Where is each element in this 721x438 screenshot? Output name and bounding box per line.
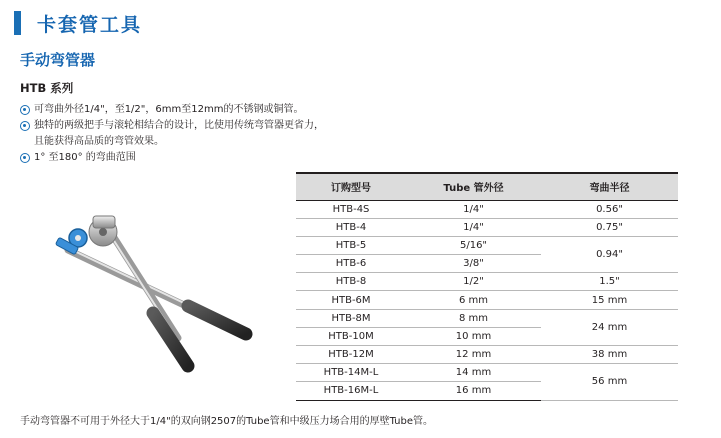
cell-model: HTB-8M	[296, 309, 406, 327]
cell-tube-od: 6 mm	[406, 291, 541, 309]
cell-tube-od: 1/4"	[406, 218, 541, 236]
cell-bend-radius: 0.56"	[541, 200, 678, 218]
feature-line: 且能获得高品质的弯管效果。	[34, 136, 164, 147]
bullet-icon	[20, 153, 30, 163]
table-row	[296, 346, 678, 364]
feature-item	[20, 150, 440, 166]
footnote: 手动弯管器不可用于外径大于1/4"的双向钢2507的Tube管和中级压力场合用的厚壁Tube管。	[20, 416, 433, 427]
feature-line: 可弯曲外径1/4"，至1/2"，6mm至12mm的不锈钢或铜管。	[34, 104, 304, 115]
feature-item	[20, 118, 440, 150]
cell-model: HTB-4	[296, 218, 406, 236]
cell-model: HTB-14M-L	[296, 364, 406, 382]
section-header	[14, 8, 142, 38]
header-tube-od: Tube 管外径	[406, 173, 541, 200]
cell-tube-od: 5/16"	[406, 236, 541, 254]
cell-bend-radius: 15 mm	[541, 291, 678, 309]
cell-tube-od: 1/4"	[406, 200, 541, 218]
cell-bend-radius: 0.94"	[541, 236, 678, 272]
cell-bend-radius: 1.5"	[541, 273, 678, 291]
feature-line: 独特的两级把手与滚轮相结合的设计，比使用传统弯管器更省力，	[34, 120, 324, 131]
feature-text	[34, 118, 324, 150]
table-row	[296, 291, 678, 309]
cell-model: HTB-5	[296, 236, 406, 254]
cell-model: HTB-6M	[296, 291, 406, 309]
bullet-icon	[20, 105, 30, 115]
table-row	[296, 364, 678, 382]
page-title: 卡套管工具	[37, 13, 143, 36]
cell-model: HTB-12M	[296, 346, 406, 364]
cell-bend-radius: 0.75"	[541, 218, 678, 236]
product-subtitle: 手动弯管器	[20, 51, 96, 69]
cell-tube-od: 10 mm	[406, 327, 541, 345]
cell-model: HTB-10M	[296, 327, 406, 345]
cell-model: HTB-8	[296, 273, 406, 291]
cell-tube-od: 16 mm	[406, 382, 541, 400]
table-row	[296, 273, 678, 291]
feature-line: 1° 至180° 的弯曲范围	[34, 152, 136, 163]
bullet-icon	[20, 121, 30, 131]
cell-bend-radius: 24 mm	[541, 309, 678, 345]
spec-table	[296, 172, 678, 401]
header-accent-bar	[14, 11, 21, 35]
cell-tube-od: 12 mm	[406, 346, 541, 364]
table-row	[296, 218, 678, 236]
table-header-row	[296, 173, 678, 200]
cell-bend-radius: 56 mm	[541, 364, 678, 400]
cell-model: HTB-6	[296, 255, 406, 273]
tube-bender-image	[38, 198, 278, 388]
feature-item	[20, 102, 440, 118]
series-label: HTB 系列	[20, 81, 74, 95]
cell-model: HTB-16M-L	[296, 382, 406, 400]
feature-list	[20, 102, 440, 166]
table-row	[296, 309, 678, 327]
table-row	[296, 200, 678, 218]
table-row	[296, 236, 678, 254]
cell-model: HTB-4S	[296, 200, 406, 218]
cell-tube-od: 1/2"	[406, 273, 541, 291]
cell-bend-radius: 38 mm	[541, 346, 678, 364]
header-bend-radius: 弯曲半径	[541, 173, 678, 200]
cell-tube-od: 14 mm	[406, 364, 541, 382]
header-model: 订购型号	[296, 173, 406, 200]
feature-text	[34, 150, 136, 166]
feature-text	[34, 102, 303, 118]
cell-tube-od: 8 mm	[406, 309, 541, 327]
cell-tube-od: 3/8"	[406, 255, 541, 273]
